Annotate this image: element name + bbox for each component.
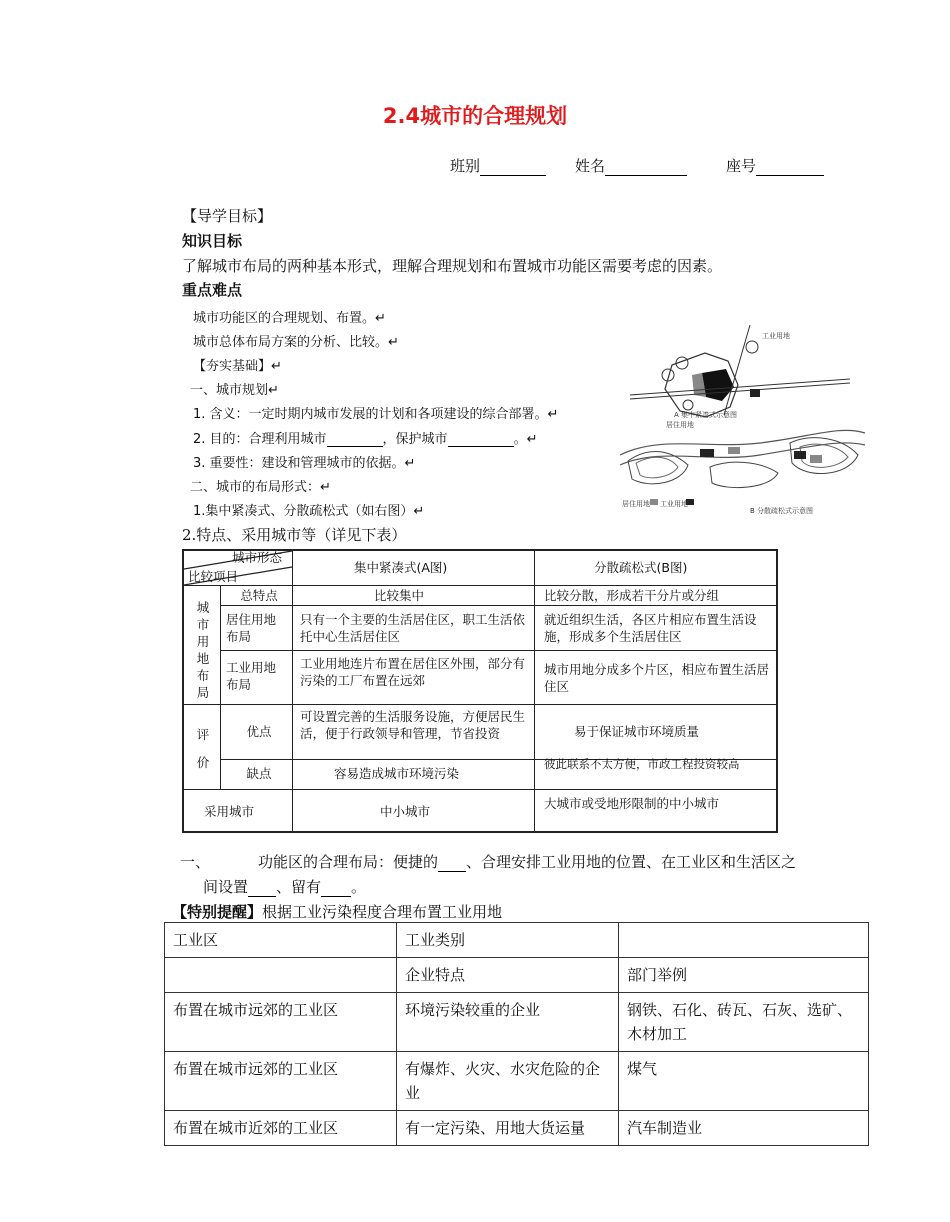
table-cell (165, 958, 397, 993)
name-field (575, 155, 687, 176)
purpose-blank-1[interactable] (327, 432, 383, 447)
row-adopted-b: 大城市或受地形限制的中小城市 (544, 796, 720, 811)
row-industrial-b: 城市用地分成多个片区，相应布置生活居住区 (544, 662, 770, 694)
guide-header: 【导学目标】 (182, 207, 273, 225)
row-disadvantages-label: 缺点 (246, 766, 272, 781)
table-cell: 布置在城市近郊的工业区 (165, 1111, 397, 1146)
table-cell: 部门举例 (619, 958, 869, 993)
page-title: 2.4城市的合理规划 (382, 104, 568, 128)
row-residential-label: 居住用地 布局 (226, 612, 277, 644)
row-overall-label: 总特点 (240, 588, 278, 603)
table-row (165, 1111, 869, 1146)
row-adopted-a: 中小城市 (380, 804, 431, 819)
b-label-residential: 居住用地 (622, 500, 650, 508)
name-label: 姓名 (575, 157, 606, 175)
b-label-industrial: 工业用地 (660, 500, 688, 508)
row-advantages-b: 易于保证城市环境质量 (574, 724, 700, 739)
b-caption: B 分散疏松式示意图 (750, 507, 814, 515)
industry-table (164, 922, 869, 1146)
table-cell: 布置在城市远郊的工业区 (165, 1052, 397, 1111)
item-importance: 3. 重要性：建设和管理城市的依据。↵ (193, 456, 416, 471)
item-meaning: 1. 含义：一定时期内城市发展的计划和各项建设的综合部署。↵ (193, 407, 559, 422)
section3-text-5: 。 (351, 878, 367, 896)
table-cell (619, 923, 869, 958)
row-overall-a: 比较集中 (374, 588, 425, 603)
row-industrial-label: 工业用地 布局 (226, 660, 277, 692)
col-a-header: 集中紧凑式(A图) (354, 560, 448, 575)
row-industrial-a: 工业用地连片布置在居住区外围，部分有污染的工厂布置在远郊 (300, 656, 526, 688)
functional-layout-line-1 (180, 851, 796, 872)
row-residential-a: 只有一个主要的生活居住区，职工生活依托中心生活居住区 (300, 612, 526, 644)
table-cell: 汽车制造业 (619, 1111, 869, 1146)
comparison-table (182, 549, 778, 833)
reminder-label: 【特别提醒】 (172, 903, 263, 921)
table-cell: 环境污染较重的企业 (397, 993, 619, 1052)
table-cell: 有爆炸、火灾、水灾危险的企业 (397, 1052, 619, 1111)
col-b-header: 分散疏松式(B图) (594, 560, 688, 575)
dispersed-city-map (620, 430, 865, 515)
row-adopted-label: 采用城市 (204, 804, 255, 819)
purpose-text-b: ，保护城市 (382, 432, 448, 447)
corner-top-label: 城市形态 (232, 550, 283, 565)
table-row (165, 993, 869, 1052)
layout-form-1: 1.集中紧凑式、分散疏松式（如右图）↵ (193, 504, 425, 519)
a-label-industrial: 工业用地 (762, 332, 790, 340)
functional-layout-line-2 (203, 876, 366, 897)
corner-bottom-label: 比较项目 (188, 569, 239, 584)
key-title: 重点难点 (182, 281, 243, 299)
section3-blank-3[interactable] (321, 882, 351, 897)
table-cell: 布置在城市远郊的工业区 (165, 993, 397, 1052)
table-cell: 工业类别 (397, 923, 619, 958)
table-row (165, 923, 869, 958)
table-row (165, 958, 869, 993)
class-blank[interactable] (480, 160, 546, 176)
section3-number: 一、 (180, 853, 211, 871)
city-layout-diagram (610, 325, 870, 515)
section3-text-1: 功能区的合理布局：便捷的 (258, 853, 439, 871)
purpose-blank-2[interactable] (448, 432, 514, 447)
row-overall-b: 比较分散，形成若干分片或分组 (544, 588, 720, 603)
group-eval-label: 评价 (196, 727, 210, 770)
reminder-text: 根据工业污染程度合理布置工业用地 (262, 903, 503, 921)
section3-text-2: 、合理安排工业用地的位置、在工业区和生活区之 (466, 853, 797, 871)
row-advantages-a: 可设置完善的生活服务设施，方便居民生活，便于行政领导和管理，节省投资 (300, 709, 526, 741)
seat-label: 座号 (726, 157, 757, 175)
row-advantages-label: 优点 (246, 724, 272, 739)
table-cell: 煤气 (619, 1052, 869, 1111)
row-disadvantages-b: 彼此联系不太方便，市政工程投资较高 (544, 757, 740, 771)
table-cell: 企业特点 (397, 958, 619, 993)
key-point-2: 城市总体布局方案的分析、比较。↵ (193, 335, 399, 350)
layout-form-2: 2.特点、采用城市等（详见下表） (182, 526, 407, 544)
compact-city-map (630, 325, 850, 429)
table-row (165, 1052, 869, 1111)
key-point-1: 城市功能区的合理规划、布置。↵ (193, 311, 386, 326)
class-field (450, 155, 546, 176)
name-blank[interactable] (605, 160, 687, 176)
class-label: 班别 (450, 157, 481, 175)
basics-header: 【夯实基础】↵ (193, 359, 282, 374)
purpose-text-a: 2. 目的：合理利用城市 (193, 432, 327, 447)
purpose-text-c: 。↵ (513, 432, 538, 447)
row-disadvantages-a: 容易造成城市环境污染 (334, 766, 460, 781)
section-layout-forms: 二、城市的布局形式：↵ (190, 480, 331, 495)
group-land-label: 城市用地布局 (196, 600, 210, 700)
knowledge-title: 知识目标 (182, 232, 243, 250)
special-reminder (172, 901, 502, 922)
section3-text-4: 、留有 (276, 878, 322, 896)
section3-blank-1[interactable] (438, 857, 466, 872)
section-urban-planning: 一、城市规划↵ (190, 383, 279, 398)
section3-blank-2[interactable] (248, 882, 276, 897)
seat-blank[interactable] (756, 160, 824, 176)
section3-text-3: 间设置 (203, 878, 249, 896)
seat-field (726, 155, 824, 176)
table-cell: 有一定污染、用地大货运量 (397, 1111, 619, 1146)
table-cell: 工业区 (165, 923, 397, 958)
knowledge-text: 了解城市布局的两种基本形式，理解合理规划和布置城市功能区需要考虑的因素。 (182, 257, 723, 275)
row-residential-b: 就近组织生活，各区片相应布置生活设施，形成多个生活居住区 (544, 612, 757, 644)
table-cell: 钢铁、石化、砖瓦、石灰、选矿、木材加工 (619, 993, 869, 1052)
a-caption: A 集中紧凑式示意图 (674, 411, 738, 419)
a-label-residential: 居住用地 (666, 421, 694, 429)
item-purpose (193, 428, 537, 447)
